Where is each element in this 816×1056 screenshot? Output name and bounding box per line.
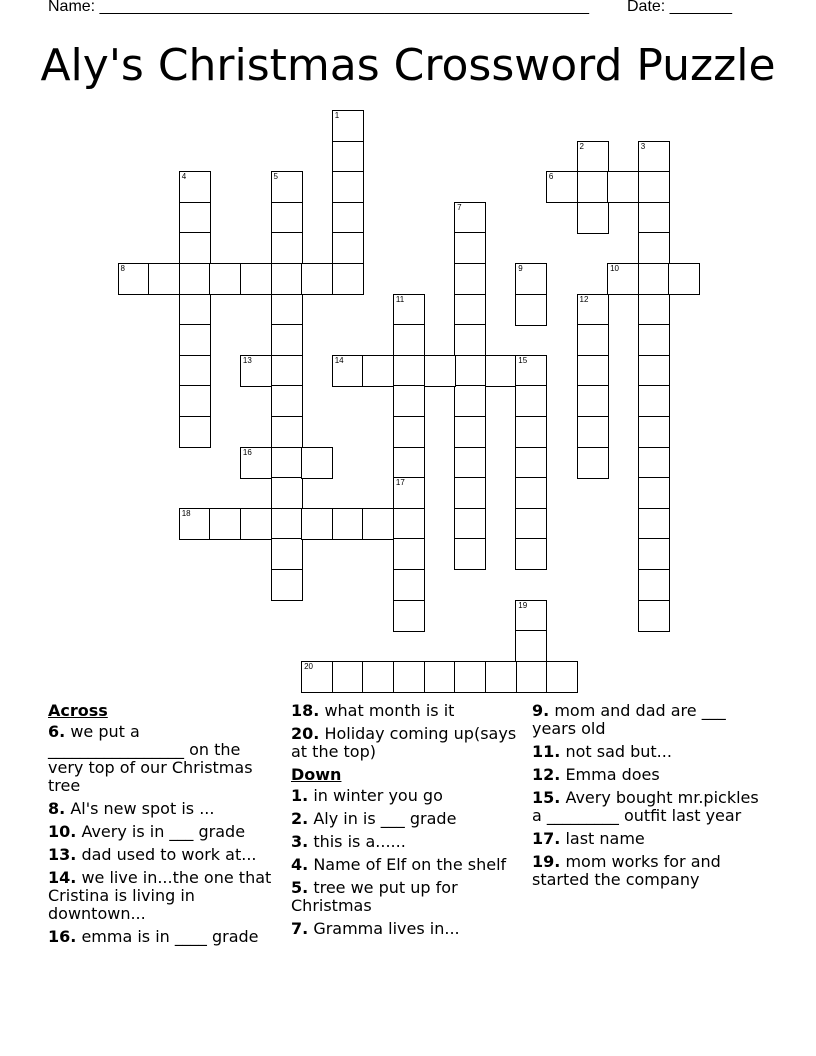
grid-cell[interactable] <box>577 385 609 417</box>
grid-cell[interactable] <box>240 263 272 295</box>
clue-text: not sad but... <box>565 742 672 761</box>
grid-cell[interactable] <box>393 508 425 540</box>
clue-text: last name <box>565 829 645 848</box>
clue-across-14 <box>48 869 280 923</box>
grid-cell[interactable] <box>179 294 211 326</box>
clue-text: we live in...the one that Cristina is living in downtown... <box>48 868 272 923</box>
grid-cell[interactable] <box>638 569 670 601</box>
cell-number: 17 <box>395 478 405 488</box>
clue-down-9 <box>532 702 764 738</box>
grid-cell[interactable] <box>301 508 333 540</box>
grid-cell[interactable] <box>577 171 609 203</box>
grid-cell[interactable] <box>393 661 425 693</box>
clue-down-15 <box>532 789 764 825</box>
cell-number: 20 <box>304 661 313 671</box>
clue-text: Avery is in ___ grade <box>81 822 246 841</box>
clue-text: tree we put up for Christmas <box>291 878 458 915</box>
clue-text: Name of Elf on the shelf <box>313 855 507 874</box>
grid-cell[interactable] <box>454 538 486 570</box>
clues-column-2 <box>291 702 523 943</box>
cell-number: 16 <box>242 447 252 457</box>
grid-cell[interactable] <box>332 661 364 693</box>
grid-cell[interactable] <box>393 416 425 448</box>
grid-cell[interactable] <box>577 416 609 448</box>
clue-down-5 <box>291 879 523 915</box>
across-heading: Across <box>48 701 108 720</box>
grid-cell[interactable] <box>179 355 211 387</box>
clue-text: mom works for and started the company <box>532 852 721 889</box>
grid-cell[interactable] <box>179 416 211 448</box>
grid-cell[interactable] <box>393 385 425 417</box>
clue-number: 6. <box>48 722 66 741</box>
cell-number: 11 <box>395 294 405 304</box>
grid-cell[interactable] <box>332 263 364 295</box>
grid-cell[interactable] <box>271 171 303 203</box>
grid-cell[interactable] <box>179 202 211 234</box>
grid-cell[interactable] <box>393 324 425 356</box>
grid-cell[interactable] <box>271 263 303 295</box>
name-field-label: Name: _______________________________________________________ <box>48 0 589 15</box>
clue-number: 20. <box>291 724 320 743</box>
clue-down-7 <box>291 920 523 938</box>
cell-number: 15 <box>518 355 528 365</box>
grid-cell[interactable] <box>454 202 486 234</box>
grid-cell[interactable] <box>515 477 547 509</box>
clue-number: 11. <box>532 742 561 761</box>
clue-number: 10. <box>48 822 77 841</box>
grid-cell[interactable] <box>638 355 670 387</box>
grid-cell[interactable] <box>638 263 670 295</box>
grid-cell[interactable] <box>301 661 333 693</box>
grid-cell[interactable] <box>577 324 609 356</box>
grid-cell[interactable] <box>393 569 425 601</box>
grid-cell[interactable] <box>301 447 333 479</box>
grid-cell[interactable] <box>332 508 364 540</box>
grid-cell[interactable] <box>638 385 670 417</box>
cell-number: 2 <box>579 141 584 151</box>
clue-text: what month is it <box>324 701 455 720</box>
grid-cell[interactable] <box>179 324 211 356</box>
clue-number: 5. <box>291 878 309 897</box>
clue-number: 18. <box>291 701 320 720</box>
cell-number: 19 <box>518 600 528 610</box>
grid-cell[interactable] <box>271 202 303 234</box>
grid-cell[interactable] <box>393 477 425 509</box>
clue-number: 1. <box>291 786 309 805</box>
clue-text: we put a _________________ on the very top of our Christmas tree <box>48 722 253 795</box>
grid-cell[interactable] <box>607 263 639 295</box>
grid-cell[interactable] <box>271 508 303 540</box>
grid-cell[interactable] <box>546 661 578 693</box>
grid-cell[interactable] <box>240 447 272 479</box>
cell-number: 4 <box>181 172 187 182</box>
grid-cell[interactable] <box>577 202 609 234</box>
grid-cell[interactable] <box>271 538 303 570</box>
cell-number: 6 <box>548 172 554 182</box>
clue-number: 14. <box>48 868 77 887</box>
grid-cell[interactable] <box>485 355 517 387</box>
clue-down-4 <box>291 856 523 874</box>
grid-cell[interactable] <box>485 661 517 693</box>
grid-cell[interactable] <box>638 447 670 479</box>
grid-cell[interactable] <box>179 385 211 417</box>
clue-text: Emma does <box>565 765 660 784</box>
clue-across-16 <box>48 928 280 946</box>
cell-number: 8 <box>120 264 125 273</box>
clue-text: Gramma lives in... <box>313 919 460 938</box>
clue-number: 9. <box>532 701 550 720</box>
grid-cell[interactable] <box>515 661 547 693</box>
grid-cell[interactable] <box>515 447 547 479</box>
grid-cell[interactable] <box>240 355 272 387</box>
grid-cell[interactable] <box>332 141 364 173</box>
clues-column-3 <box>532 702 764 894</box>
clue-number: 16. <box>48 927 77 946</box>
clue-down-11 <box>532 743 764 761</box>
grid-cell[interactable] <box>638 538 670 570</box>
cell-number: 7 <box>457 202 462 212</box>
cell-number: 14 <box>334 355 344 365</box>
clue-text: dad used to work at... <box>81 845 257 864</box>
grid-cell[interactable] <box>240 508 272 540</box>
grid-cell[interactable] <box>515 600 547 632</box>
cell-number: 1 <box>334 111 340 120</box>
grid-cell[interactable] <box>454 324 486 356</box>
clue-down-3 <box>291 833 523 851</box>
grid-cell[interactable] <box>546 171 578 203</box>
grid-cell[interactable] <box>454 385 486 417</box>
grid-cell[interactable] <box>638 202 670 234</box>
grid-cell[interactable] <box>515 263 547 295</box>
grid-cell[interactable] <box>362 355 394 387</box>
clue-across-18 <box>291 702 523 720</box>
clue-number: 7. <box>291 919 309 938</box>
grid-cell[interactable] <box>332 232 364 264</box>
grid-cell[interactable] <box>607 171 639 203</box>
grid-cell[interactable] <box>332 110 364 142</box>
grid-cell[interactable] <box>515 630 547 662</box>
clue-number: 15. <box>532 788 561 807</box>
clue-down-19 <box>532 853 764 889</box>
clue-down-2 <box>291 810 523 828</box>
grid-cell[interactable] <box>362 661 394 693</box>
grid-cell[interactable] <box>454 263 486 295</box>
grid-cell[interactable] <box>271 447 303 479</box>
clue-number: 4. <box>291 855 309 874</box>
grid-cell[interactable] <box>301 263 333 295</box>
clue-number: 8. <box>48 799 66 818</box>
grid-cell[interactable] <box>515 538 547 570</box>
clue-text: Holiday coming up(says at the top) <box>291 724 517 761</box>
grid-cell[interactable] <box>271 416 303 448</box>
cell-number: 18 <box>181 508 191 518</box>
grid-cell[interactable] <box>577 447 609 479</box>
grid-cell[interactable] <box>179 263 211 295</box>
grid-cell[interactable] <box>515 416 547 448</box>
date-field-label: Date: _______ <box>627 0 732 15</box>
grid-cell[interactable] <box>393 600 425 632</box>
clue-down-12 <box>532 766 764 784</box>
grid-cell[interactable] <box>148 263 180 295</box>
grid-cell[interactable] <box>454 294 486 326</box>
grid-cell[interactable] <box>271 232 303 264</box>
clue-number: 13. <box>48 845 77 864</box>
clue-number: 12. <box>532 765 561 784</box>
clue-text: Al's new spot is ... <box>70 799 215 818</box>
clue-text: this is a...... <box>313 832 406 851</box>
cell-number: 3 <box>640 141 646 151</box>
grid-cell[interactable] <box>638 508 670 540</box>
clue-down-1 <box>291 787 523 805</box>
grid-cell[interactable] <box>454 355 486 387</box>
grid-cell[interactable] <box>271 294 303 326</box>
clue-number: 2. <box>291 809 309 828</box>
grid-cell[interactable] <box>577 294 609 326</box>
grid-cell[interactable] <box>271 355 303 387</box>
grid-cell[interactable] <box>638 477 670 509</box>
clue-number: 17. <box>532 829 561 848</box>
grid-cell[interactable] <box>454 416 486 448</box>
grid-cell[interactable] <box>638 324 670 356</box>
grid-cell[interactable] <box>577 355 609 387</box>
grid-cell[interactable] <box>393 538 425 570</box>
grid-cell[interactable] <box>454 477 486 509</box>
cell-number: 9 <box>518 264 523 273</box>
grid-cell[interactable] <box>271 385 303 417</box>
cell-number: 5 <box>273 172 278 182</box>
grid-cell[interactable] <box>209 263 241 295</box>
grid-cell[interactable] <box>515 294 547 326</box>
grid-cell[interactable] <box>515 355 547 387</box>
grid-cell[interactable] <box>424 355 456 387</box>
grid-cell[interactable] <box>393 355 425 387</box>
grid-cell[interactable] <box>515 385 547 417</box>
clue-text: mom and dad are ___ years old <box>532 701 726 738</box>
grid-cell[interactable] <box>332 171 364 203</box>
grid-cell[interactable] <box>179 508 211 540</box>
clue-across-20 <box>291 725 523 761</box>
grid-cell[interactable] <box>638 141 670 173</box>
grid-cell[interactable] <box>362 508 394 540</box>
grid-cell[interactable] <box>638 416 670 448</box>
grid-cell[interactable] <box>118 263 150 295</box>
clue-text: in winter you go <box>313 786 443 805</box>
grid-cell[interactable] <box>454 508 486 540</box>
clue-text: Aly in is ___ grade <box>313 809 457 828</box>
puzzle-title: Aly's Christmas Crossword Puzzle <box>40 40 776 91</box>
grid-cell[interactable] <box>638 294 670 326</box>
grid-cell[interactable] <box>638 171 670 203</box>
grid-cell[interactable] <box>393 447 425 479</box>
clue-across-13 <box>48 846 280 864</box>
grid-cell[interactable] <box>179 171 211 203</box>
clue-text: emma is in ____ grade <box>81 927 259 946</box>
grid-cell[interactable] <box>638 232 670 264</box>
grid-cell[interactable] <box>271 477 303 509</box>
grid-cell[interactable] <box>332 202 364 234</box>
clue-number: 19. <box>532 852 561 871</box>
grid-cell[interactable] <box>668 263 700 295</box>
grid-cell[interactable] <box>209 508 241 540</box>
grid-cell[interactable] <box>179 232 211 264</box>
cell-number: 12 <box>579 294 589 304</box>
clue-across-8 <box>48 800 280 818</box>
grid-cell[interactable] <box>393 294 425 326</box>
cell-number: 10 <box>610 264 619 273</box>
grid-cell[interactable] <box>271 324 303 356</box>
grid-cell[interactable] <box>332 355 364 387</box>
grid-cell[interactable] <box>454 447 486 479</box>
clues-column-1 <box>48 702 280 951</box>
grid-cell[interactable] <box>271 569 303 601</box>
grid-cell[interactable] <box>454 232 486 264</box>
clue-across-10 <box>48 823 280 841</box>
clue-across-6 <box>48 723 280 795</box>
grid-cell[interactable] <box>577 141 609 173</box>
down-heading: Down <box>291 765 342 784</box>
cell-number: 13 <box>242 355 252 365</box>
grid-cell[interactable] <box>454 661 486 693</box>
clue-number: 3. <box>291 832 309 851</box>
clue-down-17 <box>532 830 764 848</box>
grid-cell[interactable] <box>424 661 456 693</box>
grid-cell[interactable] <box>515 508 547 540</box>
clue-text: Avery bought mr.pickles a _________ outfit last year <box>532 788 759 825</box>
grid-cell[interactable] <box>638 600 670 632</box>
